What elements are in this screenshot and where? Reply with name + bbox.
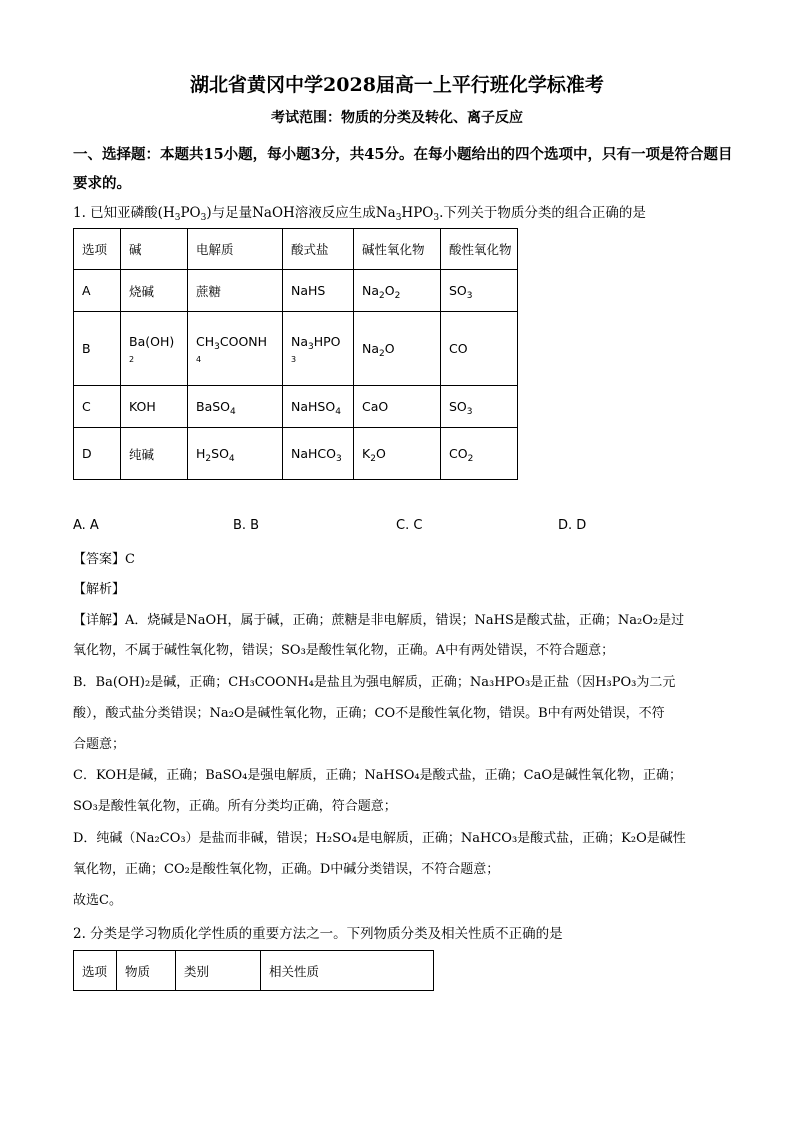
table-cell: $Na_3HPO$ 3 xyxy=(283,312,354,386)
table-header-cell: 电解质 xyxy=(188,229,283,270)
detail-a-line-2: 氧化物，不属于碱性氧化物，错误；SO₃是酸性氧化物，正确。A中有两处错误，不符合题意； xyxy=(73,643,615,658)
table-row xyxy=(74,270,518,312)
page-title: 湖北省黄冈中学2028届高一上平行班化学标准考 xyxy=(190,74,604,96)
table-cell: B xyxy=(74,312,121,386)
table-header-cell: 类别 xyxy=(176,951,261,991)
question-2-table xyxy=(73,950,434,991)
table-header-cell: 酸式盐 xyxy=(283,229,354,270)
table-cell: $H_2SO_4$ xyxy=(188,428,283,480)
table-header-row xyxy=(74,229,518,270)
detail-b-line-2: 酸），酸式盐分类错误；Na₂O是碱性氧化物，正确；CO不是酸性氧化物，错误。B中有两处错误，不符 xyxy=(73,706,665,721)
table-header-cell: 碱 xyxy=(121,229,188,270)
table-header-cell: 选项 xyxy=(74,229,121,270)
detail-b-line-1: B．Ba(OH)₂是碱，正确；CH₃COONH₄是盐且为强电解质，正确；Na₃HPO₃是正盐（因H₃PO₃为二元 xyxy=(73,675,676,690)
table-row xyxy=(74,386,518,428)
option-c: C. C xyxy=(396,518,423,533)
table-row xyxy=(74,312,518,386)
question-1-stem: 1. 已知亚磷酸$(H_3PO_3)$与足量NaOH溶液反应生成$Na_3HPO_3$.下列关于物质分类的组合正确的是 xyxy=(73,205,646,223)
analysis-label: 【解析】 xyxy=(73,582,126,597)
table-cell: C xyxy=(74,386,121,428)
table-cell: Ba(OH) 2 xyxy=(121,312,188,386)
table-header-cell: 选项 xyxy=(74,951,117,991)
conclusion: 故选C。 xyxy=(73,893,122,908)
table-row xyxy=(74,428,518,480)
table-header-cell: 物质 xyxy=(117,951,176,991)
table-cell: $CH_3COONH$ 4 xyxy=(188,312,283,386)
answer-line xyxy=(73,545,733,575)
detail-c-line-1: C．KOH是碱，正确；BaSO₄是强电解质，正确；NaHSO₄是酸式盐，正确；CaO是碱性氧化物，正确； xyxy=(73,768,682,783)
table-cell: 烧碱 xyxy=(121,270,188,312)
detail-c-line-2: SO₃是酸性氧化物，正确。所有分类均正确，符合题意； xyxy=(73,799,397,814)
option-b: B. B xyxy=(233,518,260,533)
table-cell: $K_2O$ xyxy=(354,428,441,480)
answer-label: 【答案】 xyxy=(73,552,126,567)
exam-scope: 考试范围：物质的分类及转化、离子反应 xyxy=(271,110,523,126)
question-2-stem: 2. 分类是学习物质化学性质的重要方法之一。下列物质分类及相关性质不正确的是 xyxy=(73,926,563,942)
table-cell: $SO_3$ xyxy=(441,270,518,312)
table-cell: KOH xyxy=(121,386,188,428)
table-cell: $Na_2O_2$ xyxy=(354,270,441,312)
table-header-row xyxy=(74,951,434,991)
option-a: A. A xyxy=(73,518,99,533)
table-cell: NaHCO$_3$ xyxy=(283,428,354,480)
detail-a-line-1: 【详解】A．烧碱是NaOH，属于碱，正确；蔗糖是非电解质，错误；NaHS是酸式盐，正确；Na₂O₂是过 xyxy=(73,613,685,628)
table-cell: D xyxy=(74,428,121,480)
detail-d-line-2: 氧化物，正确；CO₂是酸性氧化物，正确。D中碱分类错误，不符合题意； xyxy=(73,862,500,877)
table-cell: NaHS xyxy=(283,270,354,312)
answer-value: C xyxy=(125,552,135,567)
table-cell: $Na_2O$ xyxy=(354,312,441,386)
table-header-cell: 酸性氧化物 xyxy=(441,229,518,270)
detail-label: 【详解】 xyxy=(73,613,126,628)
table-cell: CaO xyxy=(354,386,441,428)
table-header-cell: 碱性氧化物 xyxy=(354,229,441,270)
table-cell: 蔗糖 xyxy=(188,270,283,312)
table-header-cell: 相关性质 xyxy=(261,951,434,991)
option-d: D. D xyxy=(558,518,587,533)
table-cell: NaHSO$_4$ xyxy=(283,386,354,428)
table-cell: BaSO$_4$ xyxy=(188,386,283,428)
table-cell: 纯碱 xyxy=(121,428,188,480)
section-heading: 一、选择题：本题共15小题，每小题3分，共45分。在每小题给出的四个选项中，只有一项是符合题目要求的。 xyxy=(73,146,733,192)
detail-d-line-1: D．纯碱（Na₂CO₃）是盐而非碱，错误；H₂SO₄是电解质，正确；NaHCO₃是酸式盐，正确；K₂O是碱性 xyxy=(73,831,686,846)
detail-b-line-3: 合题意； xyxy=(73,737,126,752)
table-cell: A xyxy=(74,270,121,312)
question-1-table xyxy=(73,228,518,480)
table-cell: CO xyxy=(441,312,518,386)
table-cell: $CO_2$ xyxy=(441,428,518,480)
table-cell: $SO_3$ xyxy=(441,386,518,428)
